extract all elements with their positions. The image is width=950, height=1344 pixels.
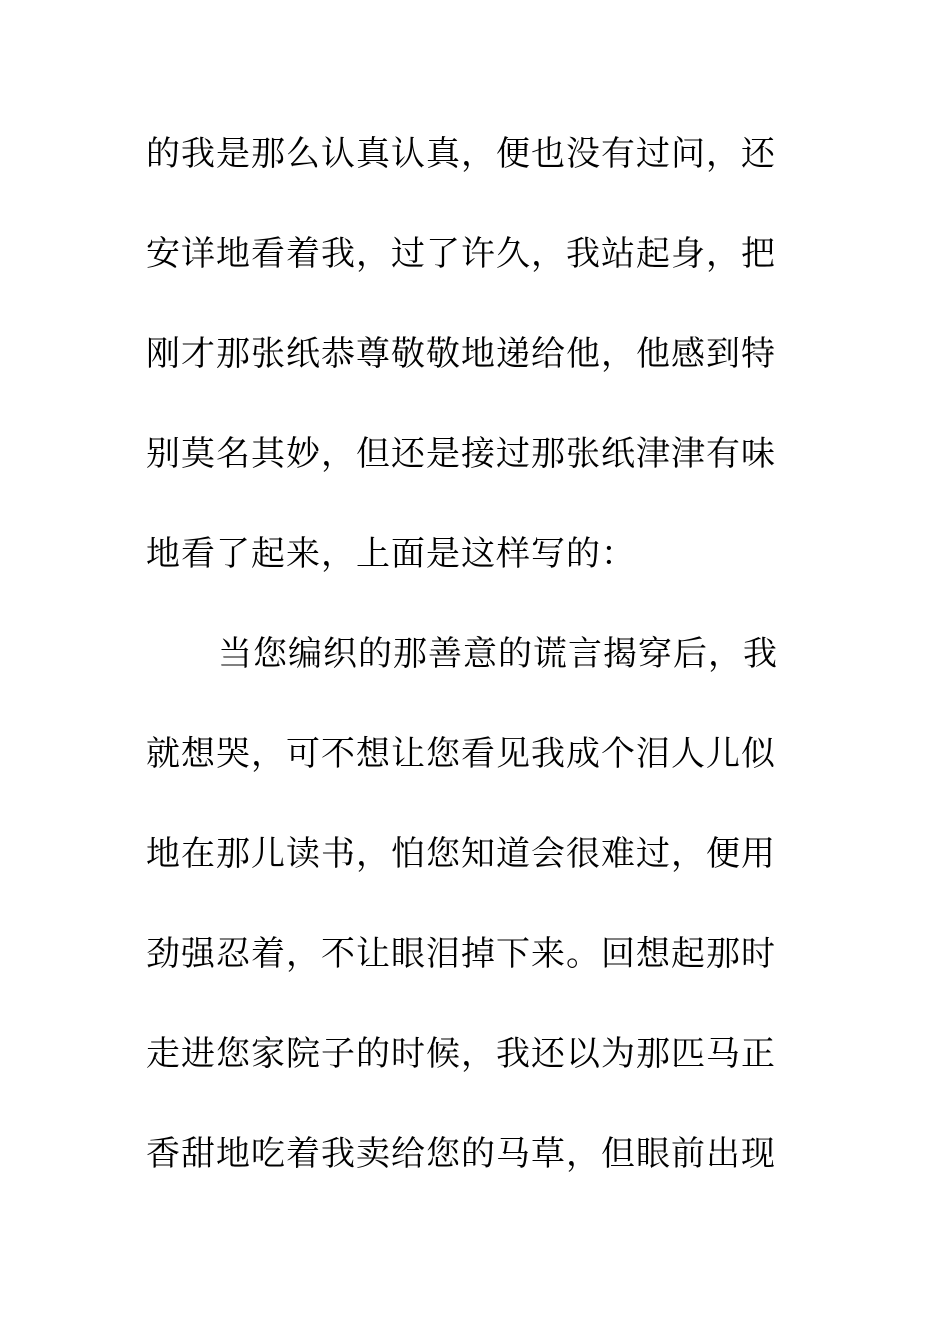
text-line: 香甜地吃着我卖给您的马草，但眼前出现 [146,1134,776,1174]
text-line: 地在那儿读书，怕您知道会很难过，便用 [146,834,776,874]
paragraph-first-line: 当您编织的那善意的谎言揭穿后，我 [218,634,778,674]
text-line: 地看了起来，上面是这样写的： [146,534,636,574]
text-line: 就想哭，可不想让您看见我成个泪人儿似 [146,734,776,774]
text-line: 安详地看着我，过了许久，我站起身，把 [146,234,776,274]
text-line: 别莫名其妙，但还是接过那张纸津津有味 [146,434,776,474]
text-line: 的我是那么认真认真，便也没有过问，还 [146,134,776,174]
text-line: 劲强忍着，不让眼泪掉下来。回想起那时 [146,934,776,974]
text-line: 刚才那张纸恭尊敬敬地递给他，他感到特 [146,334,776,374]
body-text [146,121,786,1221]
text-line: 走进您家院子的时候，我还以为那匹马正 [146,1034,776,1074]
